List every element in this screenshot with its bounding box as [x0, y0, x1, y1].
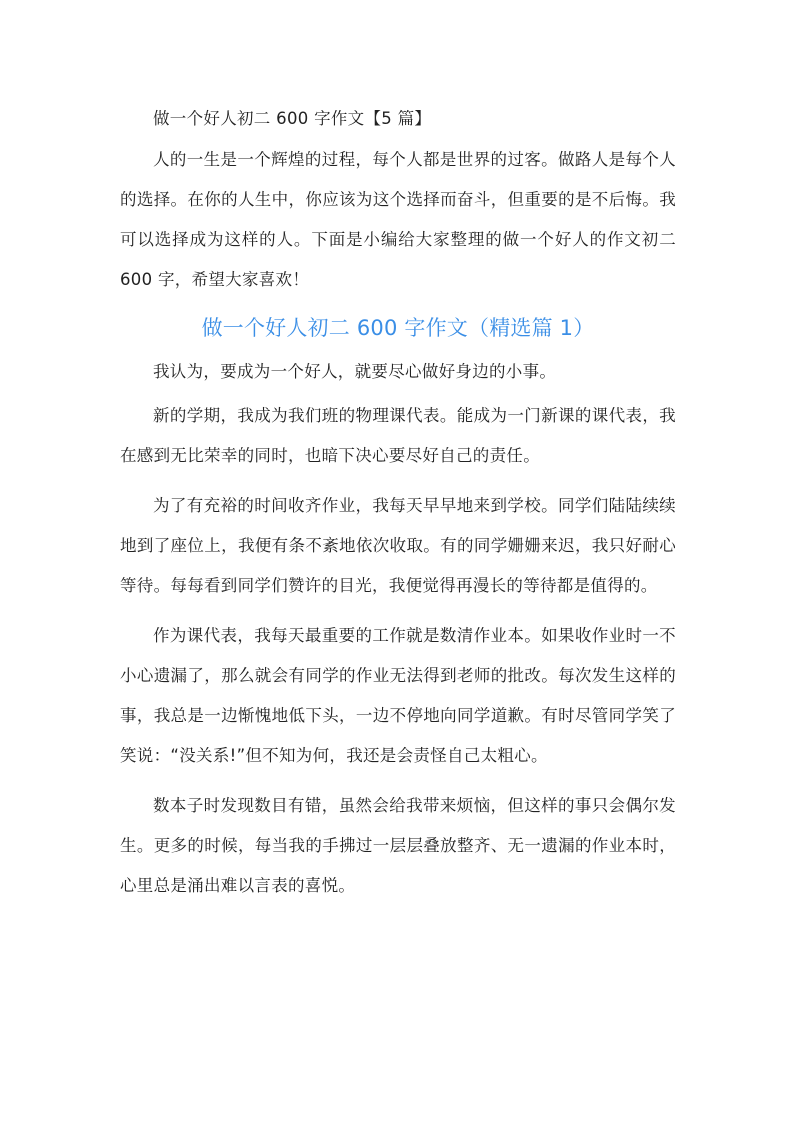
body-paragraph-2: 新的学期，我成为我们班的物理课代表。能成为一门新课的课代表，我在感到无比荣幸的同时，也暗下决心要尽好自己的责任。 [120, 406, 676, 465]
intro-paragraph: 人的一生是一个辉煌的过程，每个人都是世界的过客。做路人是每个人的选择。在你的人生中，你应该为这个选择而奋斗，但重要的是不后悔。我可以选择成为这样的人。下面是小编给大家整理的做一个好人的作文初二 600 字，希望大家喜欢！ [120, 150, 676, 289]
document-page [120, 100, 676, 906]
body-paragraph-3: 为了有充裕的时间收齐作业，我每天早早地来到学校。同学们陆陆续续地到了座位上，我便有条不紊地依次收取。有的同学姗姗来迟，我只好耐心等待。每每看到同学们赞许的目光，我便觉得再漫长的等待都是值得的。 [120, 496, 676, 595]
body-paragraph-5: 数本子时发现数目有错，虽然会给我带来烦恼，但这样的事只会偶尔发生。更多的时候，每当我的手拂过一层层叠放整齐、无一遗漏的作业本时，心里总是涌出难以言表的喜悦。 [120, 796, 676, 895]
section-heading: 做一个好人初二 600 字作文（精选篇 1） [201, 316, 595, 340]
body-paragraph-4: 作为课代表，我每天最重要的工作就是数清作业本。如果收作业时一不小心遗漏了，那么就会有同学的作业无法得到老师的批改。每次发生这样的事，我总是一边惭愧地低下头，一边不停地向同学道歉。有时尽管同学笑了笑说：“没关系!”但不知为何，我还是会责怪自己太粗心。 [120, 626, 676, 765]
body-paragraph-1: 我认为，要成为一个好人，就要尽心做好身边的小事。 [153, 362, 557, 381]
document-title: 做一个好人初二 600 字作文【5 篇】 [153, 109, 432, 128]
